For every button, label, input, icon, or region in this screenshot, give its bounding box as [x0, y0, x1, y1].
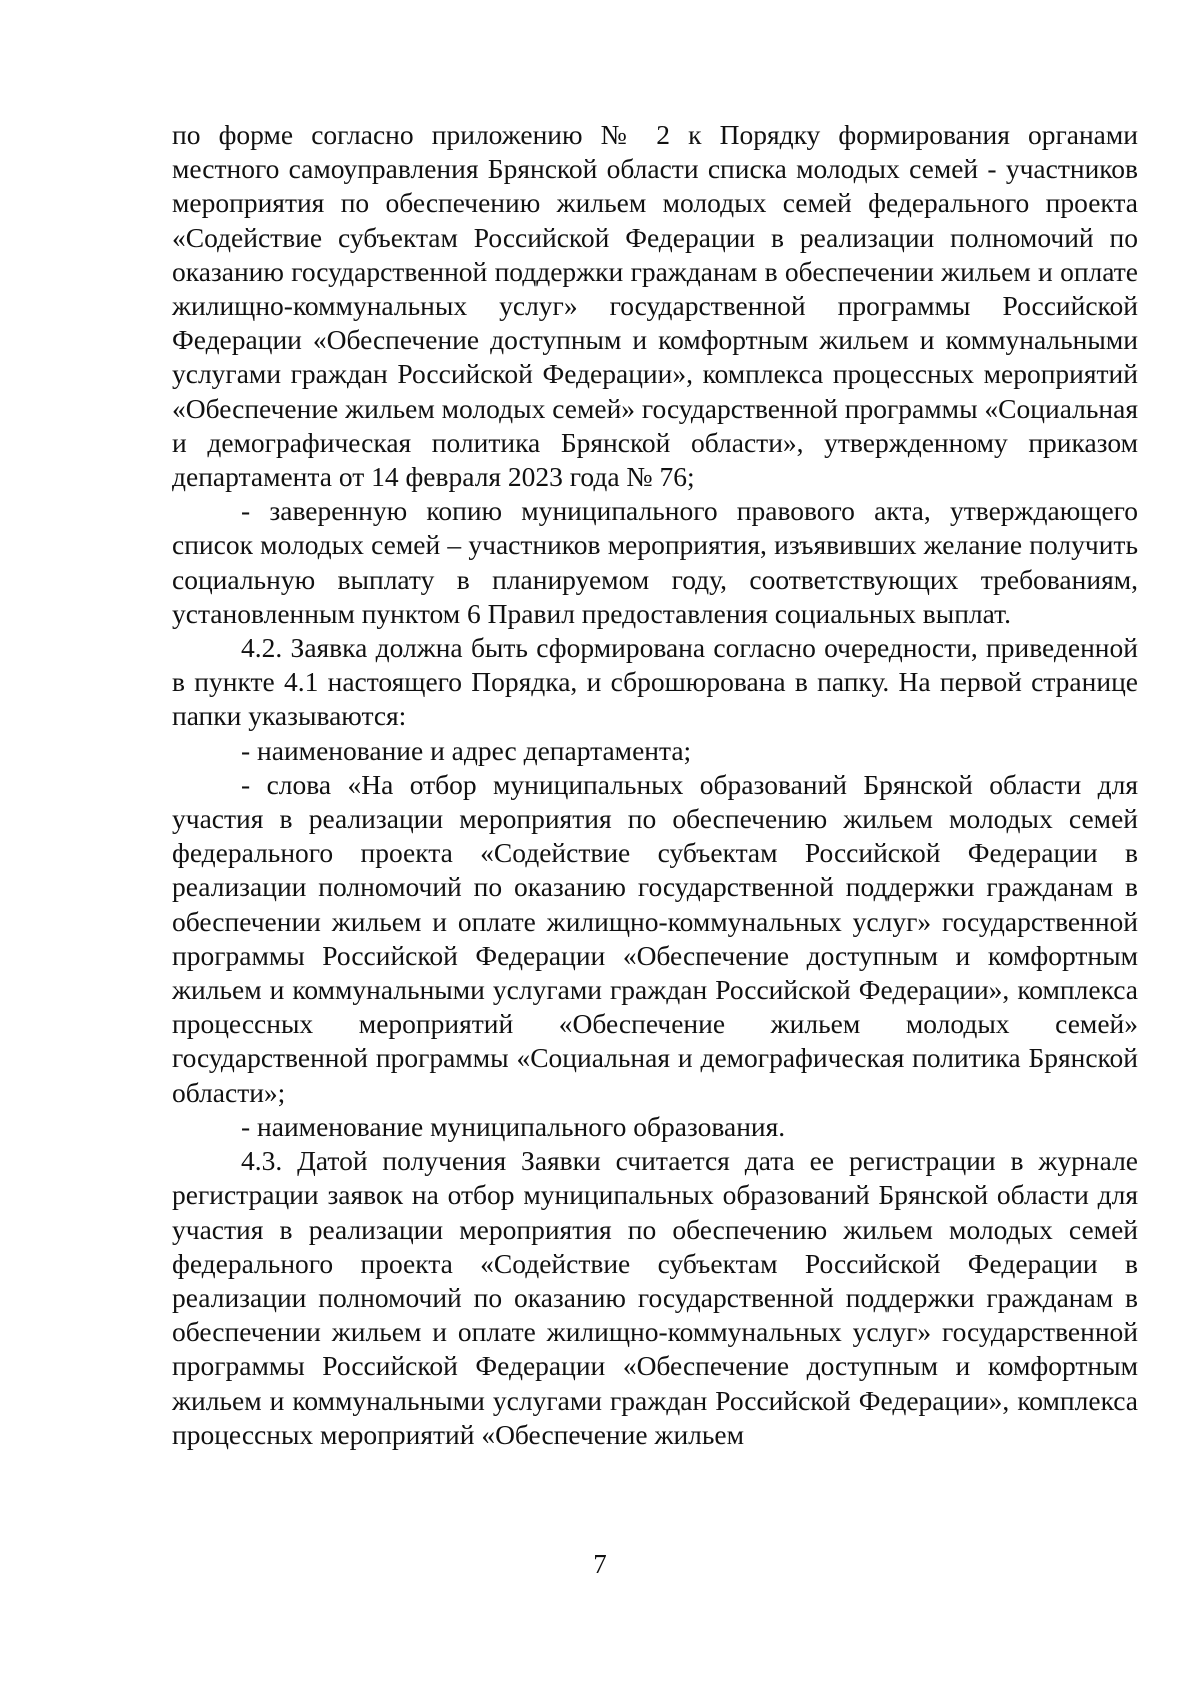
document-body [172, 118, 1138, 1452]
paragraph-clause-4-2: 4.2. Заявка должна быть сформирована согласно очередности, приведенной в пункте 4.1 настоящего Порядка, и сброшюрована в папку. На первой странице папки указываются: [172, 632, 1138, 732]
paragraph-clause-4-3: 4.3. Датой получения Заявки считается дата ее регистрации в журнале регистрации заявок на отбор муниципальных образований Брянской области для участия в реализации мероприятия по обеспечению жильем молодых семей федерального проекта «Содействие субъектам Российской Федерации в реализации полномочий по оказанию государственной поддержки гражданам в обеспечении жильем и оплате жилищно-коммунальных услуг» государственной программы Российской Федерации «Обеспечение доступным и комфортным жильем и коммунальными услугами граждан Российской Федерации», комплекса процессных мероприятий «Обеспечение жильем [172, 1145, 1138, 1450]
page-number: 7 [593, 1549, 607, 1579]
paragraph-municipality-name: - наименование муниципального образования. [241, 1110, 786, 1142]
paragraph-form-reference: по форме согласно приложению № 2 к Порядку формирования органами местного самоуправления Брянской области списка молодых семей - участников мероприятия по обеспечению жильем молодых семей федерального проекта «Содействие субъектам Российской Федерации в реализации полномочий по оказанию государственной поддержки гражданам в обеспечении жильем и оплате жилищно-коммунальных услуг» государственной программы Российской Федерации «Обеспечение доступным и комфортным жильем и коммунальными услугами граждан Российской Федерации», комплекса процессных мероприятий «Обеспечение жильем молодых семей» государственной программы «Социальная и демографическая политика Брянской области», утвержденному приказом департамента от 14 февраля 2023 года № 76; [172, 119, 1138, 493]
paragraph-certified-copy: - заверенную копию муниципального правового акта, утверждающего список молодых семей – участников мероприятия, изъявивших желание получить социальную выплату в планируемом году, соответствующих требованиям, установленным пунктом 6 Правил предоставления социальных выплат. [172, 495, 1138, 629]
paragraph-selection-words: - слова «На отбор муниципальных образований Брянской области для участия в реализации мероприятия по обеспечению жильем молодых семей федерального проекта «Содействие субъектам Российской Федерации в реализации полномочий по оказанию государственной поддержки гражданам в обеспечении жильем и оплате жилищно-коммунальных услуг» государственной программы Российской Федерации «Обеспечение доступным и комфортным жильем и коммунальными услугами граждан Российской Федерации», комплекса процессных мероприятий «Обеспечение жильем молодых семей» государственной программы «Социальная и демографическая политика Брянской области»; [172, 768, 1138, 1108]
paragraph-department-name: - наименование и адрес департамента; [241, 734, 692, 766]
